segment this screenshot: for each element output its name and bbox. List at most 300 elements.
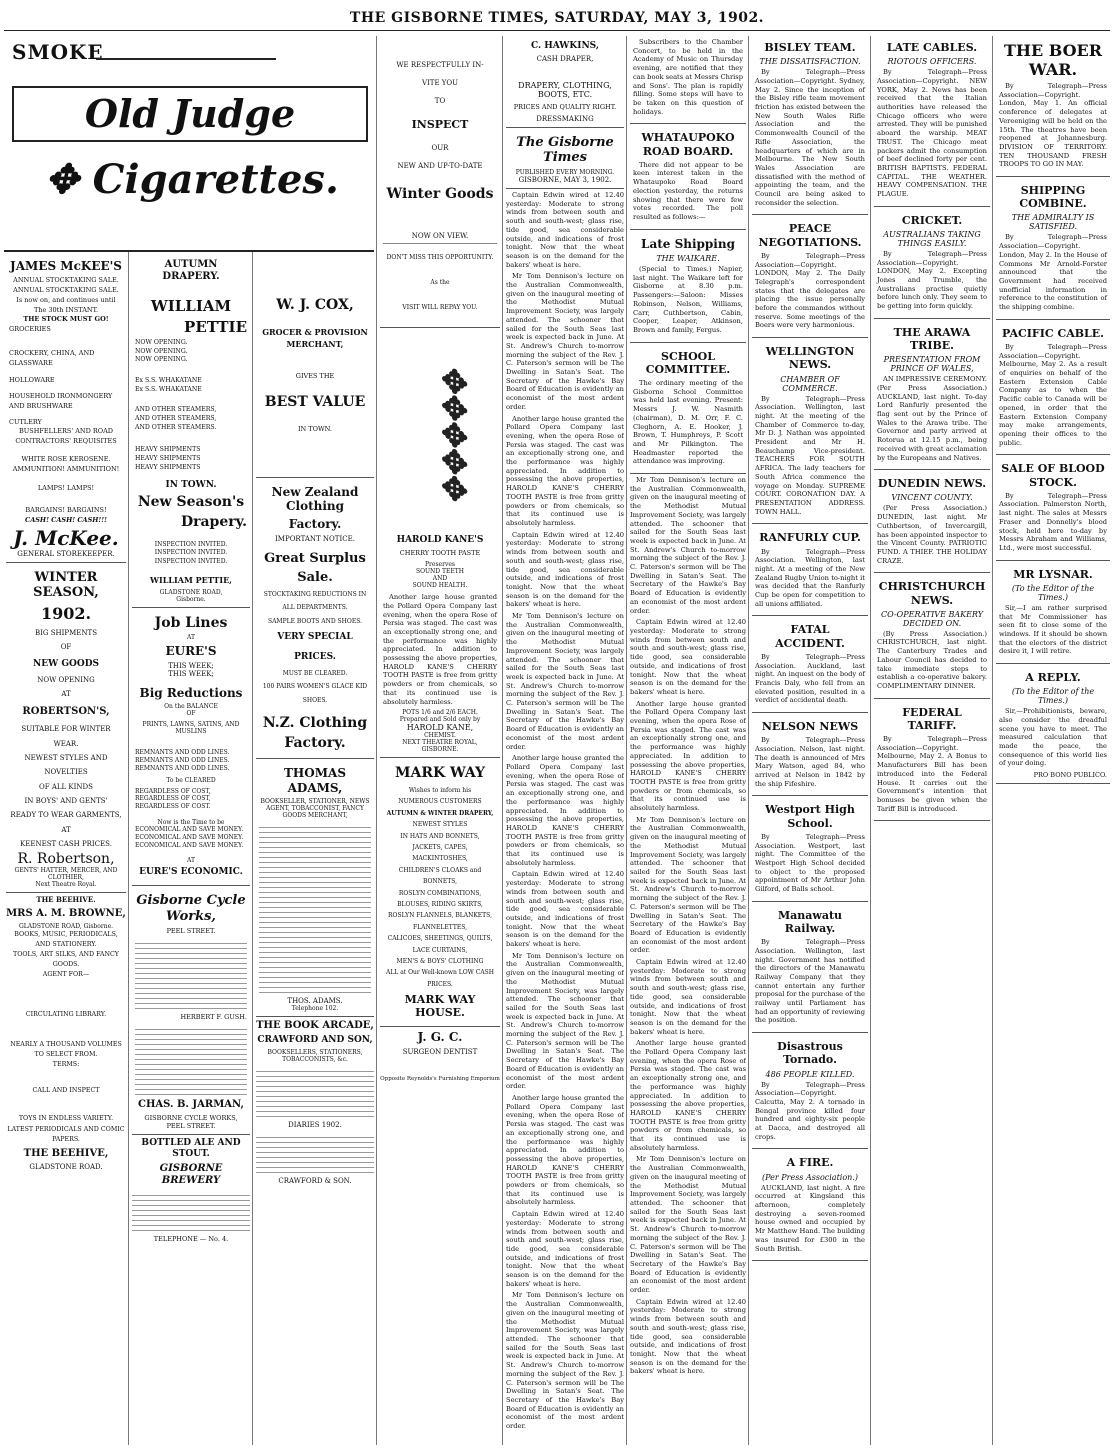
autumn-lines — [135, 339, 247, 472]
mckee-line: BUSHFELLERS' AND ROAD CONTRACTORS' REQUISITES — [15, 427, 117, 446]
bottled-text-block — [132, 1191, 250, 1231]
markway-foot: MARK WAY HOUSE. — [404, 993, 476, 1020]
news-subheading: CO-OPERATIVE BAKERY DECIDED ON. — [880, 609, 983, 628]
autumn-line: HEAVY SHIPMENTS — [135, 463, 201, 471]
winter-line: ROBERTSON'S, — [22, 705, 110, 717]
beehive-owner: MRS A. M. BROWNE, — [6, 907, 126, 919]
mckee-signature: J. McKee. — [13, 525, 119, 550]
kane-prep: Prepared and Sold only by — [399, 716, 481, 724]
beehive-line: TOYS IN ENDLESS VARIETY. — [18, 1115, 114, 1123]
kane-chem: CHEMIST. — [424, 732, 456, 740]
bisley-section — [752, 36, 868, 215]
c5-section-3 — [630, 345, 746, 474]
col-rule-8 — [992, 36, 993, 1445]
news-subheading: THE ADMIRALTY IS SATISFIED. — [1011, 213, 1095, 232]
filler-text: Captain Edwin wired at 12.40 yesterday: Moderate to strong winds from between south and south and south-west; glass rise, tide good, sea considerable outside, and indications of frost tonight. Now that the wheat season is on the demand for the bakers' wheat is here. — [630, 618, 746, 696]
cox-gives: GIVES THE — [295, 371, 335, 380]
jobs-now: Now is the Time to be — [157, 818, 225, 826]
news-text: By Telegraph—Press Association. Wellington, last night. At a meeting of the New Zealand Rugby Union to-night it was decided that the Ranfurly Cup be open for competition to all unions affiliated. — [755, 547, 865, 608]
jobs-balance: On the BALANCE — [164, 703, 218, 711]
book-arcade-ad — [256, 1020, 374, 1185]
news-text: By Telegraph—Press Association—Copyright. Melbourne, May 2. A Bonus to Manufacturers Bill has been introduced into the Federal House. It carries out the Government's intention that bonuses be given when the Tariff Bill is introduced. — [877, 735, 987, 813]
remnant-line: REMNANTS AND ODD LINES. — [135, 764, 230, 772]
filler-text: Mr Tom Dennison's lecture on the Australian Commonwealth, given on the inaugural meeting of the Methodist Mutual Improvement Society, was largely attended. The schooner that sailed for the South Seas last week is expected back in June. At St. Andrew's Church to-morrow morning the subject of the Rev. J. C. Paterson's sermon will be The Dwelling in Satan's Seat. The Secretary of the Hawke's Bay Board of Education is evidently an economist of the most ardent order. — [630, 815, 746, 955]
mark-way-ad — [380, 760, 500, 1027]
news-heading: FEDERAL TARIFF. — [902, 705, 962, 732]
cox-best: BEST VALUE — [264, 393, 366, 410]
adams-tel: Telephone 102. — [291, 1005, 339, 1013]
beehive-line: BOOKS, MUSIC, PERIODICALS, AND STATIONERY. — [14, 930, 118, 948]
nzc-line: 100 PAIRS WOMEN'S GLACE KID SHOES. — [262, 683, 368, 704]
hawkins-title: C. HAWKINS, — [531, 41, 599, 51]
markway-title: MARK WAY — [394, 765, 486, 782]
drapery-text: Drapery. — [180, 513, 247, 530]
markway-line: IN HATS AND BONNETS, — [400, 832, 480, 840]
jobs-at: AT — [186, 634, 195, 642]
kane-sub: CHERRY TOOTH PASTE — [399, 549, 481, 558]
now-on-view: NOW ON VIEW. — [411, 232, 469, 241]
late-cables-section — [874, 36, 990, 207]
remnant-lines — [135, 749, 247, 772]
markway-line: Wishes to inform his — [408, 787, 472, 795]
lysnar-section — [996, 563, 1110, 664]
editorial-text: Captain Edwin wired at 12.40 yesterday: Moderate to strong winds from between south and south and south-west; glass rise, tide good, sea considerable outside, and indications of frost tonight. Now that the wheat season is on the demand for the bakers' wheat is here. — [506, 190, 624, 269]
news-heading: PACIFIC CABLE. — [1002, 326, 1104, 340]
robertson-signature: R. Robertson, — [17, 851, 115, 868]
news-subheading: RIOTOUS OFFICERS. — [887, 57, 977, 67]
news-heading: SALE OF BLOOD STOCK. — [1001, 462, 1105, 489]
news-text: By Telegraph—Press Association—Copyright. Sydney, May 2. Since the inception of the Bisley rifle team movement friction has existed between the New South Wales Rifle Association and the Commonwealth Council of the Rifle Association, the headquarters of which are in Melbourne. The New South Wales Association are dissatisfied with the method of appointing the team, and the Council are being asked to reconsider the selection. — [755, 68, 865, 207]
dont-miss: DON'T MISS THIS OPPORTUNITY. — [386, 254, 494, 262]
winter-title: WINTER SEASON, — [33, 569, 99, 601]
filler-text: Another large house granted the Pollard Opera Company last evening, when the opera Rose of Persia was staged. The cast was an exceptionally strong one, and the performance was highly appreciated. In addition to possessing the above properties, HAROLD KANE'S CHERRY TOOTH PASTE is free from gritty powders or from chemicals, so that its continued use is absolutely harmless. — [630, 1039, 746, 1152]
invite-line: INSPECT — [411, 117, 469, 131]
kane-ad — [380, 330, 500, 758]
mckee-title: JAMES McKEE'S — [10, 259, 122, 273]
c6-filler — [630, 476, 746, 1376]
filler-text: Another large house granted the Pollard Opera Company last evening, when the opera Rose of Persia was staged. The cast was an exceptionally strong one, and the performance was highly appreciated. In addition to possessing the above properties, HAROLD KANE'S CHERRY TOOTH PASTE is free from gritty powders or from chemicals, so that its continued use is absolutely harmless. — [630, 699, 746, 813]
visit-repay: VISIT WILL REPAY YOU. — [402, 304, 478, 312]
smoke-text: SMOKE — [12, 40, 104, 64]
invite-line: TO — [434, 97, 446, 106]
autumn-line: NOW OPENING. — [135, 356, 188, 364]
blood-stock-section — [996, 457, 1110, 560]
news-text: (Per Press Association.) DUNEDIN, last night. Mr Cuthbertson, of Invercargill, has been appointed inspector to the Vincent County. PATRIOTIC FUND. A THIEF. THE HOLIDAY CRAZE. — [877, 504, 987, 565]
reply-section — [996, 666, 1110, 784]
editorial-text-6: Another large house granted the Pollard Opera Company last evening, when the opera Rose of Persia was staged. The cast was an exceptionally strong one, and the performance was highly appreciated. In addition to possessing the above properties, HAROLD KANE'S CHERRY TOOTH PASTE is free from gritty powders or from chemicals, so that its continued use is absolutely harmless. — [506, 754, 624, 867]
news-subheading: CHAMBER OF COMMERCE. — [780, 374, 840, 393]
cycle-works-ad — [132, 888, 250, 1135]
old-judge-frame — [12, 86, 368, 142]
news-heading: PEACE NEGOTIATIONS. — [758, 222, 862, 249]
brand-name: Old Judge — [84, 91, 296, 136]
winter-line: SUITABLE FOR WINTER WEAR. — [21, 725, 111, 748]
markway-line: ALL at Our Well-known LOW CASH PRICES. — [385, 969, 495, 988]
gush-sig: HERBERT F. GUSH. — [180, 1013, 247, 1022]
mckee-lines — [9, 276, 123, 525]
news-heading: THE BOER WAR. — [1003, 41, 1103, 79]
news-heading: A FIRE. — [786, 1156, 834, 1170]
kane-p4: SOUND HEALTH. — [412, 582, 468, 590]
news-heading: RANFURLY CUP. — [759, 531, 861, 545]
nzc-line: SAMPLE BOOTS AND SHOES. — [267, 617, 363, 625]
shipping-section — [996, 179, 1110, 320]
news-subheading: THE WAIKARE. — [656, 254, 720, 264]
news-text: By Telegraph—Press Association. Auckland, last night. An inquest on the body of Francis Daly, who fell from an elevated position, resulted in a verdict of accidental death. — [755, 652, 865, 705]
autumn-line: NOW OPENING. — [135, 347, 188, 355]
invite-line: NEW AND UP-TO-DATE — [397, 162, 483, 171]
brewery-name: GISBORNE BREWERY — [159, 1162, 223, 1186]
cycle-title: Gisborne Cycle Works, — [136, 893, 246, 924]
filler-text: Mr Tom Dennison's lecture on the Australian Commonwealth, given on the inaugural meeting of the Methodist Mutual Improvement Society, was largely attended. The schooner that sailed for the South Seas last week is expected back in June. At St. Andrew's Church to-morrow morning the subject of the Rev. J. C. Paterson's sermon will be The Dwelling in Satan's Seat. The Secretary of the Hawke's Bay Board of Education is evidently an economist of the most ardent order. — [630, 476, 746, 615]
markway-line: ROSLYN COMBINATIONS, — [398, 889, 482, 897]
cox-trade: GROCER & PROVISION — [262, 326, 368, 337]
autumn-line: NOW OPENING. — [135, 339, 188, 346]
arcade-title: THE BOOK ARCADE, — [256, 1020, 374, 1032]
job-lines-title: Job Lines — [154, 614, 228, 631]
news-heading: WHATAUPOKO ROAD BOARD. — [641, 131, 735, 158]
mckee-line: BARGAINS! BARGAINS! — [25, 506, 107, 515]
arcade-sub2: BOOKSELLERS, STATIONERS, TOBACCONISTS, &c. — [267, 1049, 363, 1064]
news-subheading: (Per Press Association.) — [762, 1172, 858, 1182]
news-heading: MR LYSNAR. — [1013, 567, 1093, 581]
cycle-sub: PEEL STREET. — [166, 927, 216, 936]
kane-price: POTS 1/6 and 2/6 EACH. — [402, 709, 478, 717]
remnant-line: REMNANTS AND ODD LINES. — [135, 749, 230, 757]
news-subheading: (To the Editor of the Times.) — [1011, 583, 1095, 602]
hawkins-line: DRAPERY, CLOTHING, — [518, 80, 612, 90]
kane-p3: AND — [432, 575, 448, 583]
westport-section — [752, 798, 868, 901]
markway-line: MACKINTOSHES, — [412, 855, 468, 863]
arcade-diaries: DIARIES 1902. — [288, 1121, 342, 1130]
pettie-first: WILLIAM — [150, 297, 232, 315]
product-name — [12, 156, 372, 203]
markway-line: BONNETS, — [422, 878, 458, 886]
regardless-line: REGARDLESS OF COST, — [135, 787, 211, 795]
beehive-footsub: GLADSTONE ROAD. — [29, 1162, 103, 1171]
jgc-sub: SURGEON DENTIST — [402, 1047, 478, 1056]
news-text: By Telegraph—Press Association. Wellington, last night. Government has notified the directors of the Manawatu Railway Company that they cannot entertain any further proposal for the purchase of the railway until Parliament has had an opportunity of reviewing the position. — [755, 938, 865, 1025]
filler-text: Captain Edwin wired at 12.40 yesterday: Moderate to strong winds from between south and south and south-west; glass rise, tide good, sea considerable outside, and indications of frost tonight. Now that the wheat season is on the demand for the bakers' wheat is here. — [630, 1297, 746, 1376]
beehive-lines — [6, 930, 126, 1145]
beehive-title: THE BEEHIVE. — [36, 895, 96, 905]
cox-name: W. J. COX, — [276, 297, 354, 313]
editorial-notes — [506, 191, 624, 1431]
news-text: AUCKLAND, last night. A fire occurred at Kingsland this afternoon, completely destroying a seven-roomed house owned and occupied by Mr Matthew Hand. The building was insured for £300 in the South British. — [755, 1183, 865, 1253]
news-heading: THE ARAWA TRIBE. — [893, 325, 971, 353]
mckee-line: THE STOCK MUST GO! — [23, 315, 109, 324]
winter-line: KEENEST CASH PRICES. — [20, 840, 112, 849]
adams-title: THOMAS ADAMS, — [284, 766, 346, 795]
news-text: Subscribers to the Chamber Concert, to be held in the Academy of Music on Thursday evening, are notified that they can book seats at Messrs Chrisp and Sons'. The plan is rapidly filling. Some steps will have to be taken on this question of holidays. — [633, 38, 743, 116]
markway-line: JACKETS, CAPES, — [412, 844, 468, 852]
nzc-line: STOCKTAKING REDUCTIONS IN ALL DEPARTMENTS. — [263, 591, 367, 612]
eures-economic: EURE'S ECONOMIC. — [139, 867, 243, 878]
nzc-sale: Sale. — [297, 569, 333, 585]
news-text: Sir,—I am rather surprised that Mr Commissioner has seen fit to close some of the windows. If it should be shown that the electors of the district desire it, I will retire. — [999, 603, 1107, 656]
beehive-line: CALL AND INSPECT — [32, 1087, 100, 1095]
beehive-ad — [6, 896, 126, 1170]
regardless-line: REGARDLESS OF COST, — [135, 795, 211, 803]
arcade-sub: CRAWFORD AND SON, — [257, 1035, 373, 1046]
markway-line: NEWEST STYLES — [412, 821, 468, 829]
paper-date: GISBORNE, MAY 3, 1902. — [518, 175, 612, 184]
markway-line: NUMEROUS CUSTOMERS — [398, 798, 482, 806]
autumn-line: HEAVY SHIPMENTS — [135, 446, 201, 454]
dunedin-section — [874, 472, 990, 573]
nelson-section — [752, 715, 868, 796]
editorial-text-10: Captain Edwin wired at 12.40 yesterday: Moderate to strong winds from between south and south and south-west; glass rise, tide good, sea considerable outside, and indications of frost tonight. Now that the wheat season is on the demand for the bakers' wheat is here. — [506, 1210, 624, 1288]
pacific-cable-section — [996, 322, 1110, 456]
news-text: (Special to Times.) Napier, last night. The Waikare left for Gisborne at 8.30 p.m. Passengers:—Saloon: Misses Robinson, Nelson, Williams, Carr, Cuthbertson, Cabin, Cooper, Leaper, Atkinson, Brown and family, Fergus. — [633, 265, 743, 334]
winter-line: NOW OPENING — [37, 676, 95, 685]
ad-rule — [4, 250, 374, 252]
cycle-text-block — [135, 939, 247, 1009]
editorial-text-9: Another large house granted the Pollard Opera Company last evening, when the opera Rose of Persia was staged. The cast was an exceptionally strong one, and the performance was highly appreciated. In addition to possessing the above properties, HAROLD KANE'S CHERRY TOOTH PASTE is free from gritty powders or from chemicals, so that its continued use is absolutely harmless. — [506, 1094, 624, 1207]
markway-line: MEN'S & BOYS' CLOTHING — [396, 957, 484, 965]
masthead-rule — [4, 30, 1110, 31]
column-8 — [874, 36, 990, 1445]
autumn-drapery-ad — [132, 254, 250, 608]
pettie-sig: WILLIAM PETTIE, — [150, 574, 232, 585]
filler-text: Mr Tom Dennison's lecture on the Australian Commonwealth, given on the inaugural meeting of the Methodist Mutual Improvement Society, was largely attended. The schooner that sailed for the South Seas last week is expected back in June. At St. Andrew's Church to-morrow morning the subject of the Rev. J. C. Paterson's sermon will be The Dwelling in Satan's Seat. The Secretary of the Hawke's Bay Board of Education is evidently an economist of the most ardent order. — [630, 1155, 746, 1295]
beehive-line: TOOLS, ART SILKS, AND FANCY GOODS. — [13, 950, 119, 968]
markway-line: ROSLYN FLANNELS, BLANKETS, — [388, 912, 492, 920]
paper-title: The Gisborne Times — [516, 134, 614, 166]
jgc-ad — [380, 1030, 500, 1081]
news-text: By Telegraph—Press Association. Nelson, last night. The death is announced of Mrs Mary Watson, aged 84, who arrived at Nelson in 1842 by the ship Fifeshire. — [755, 736, 865, 788]
pettie-addr: GLADSTONE ROAD, — [159, 588, 223, 596]
news-heading: CRICKET. — [901, 213, 963, 227]
inspection-lines — [135, 541, 247, 566]
column-1 — [6, 254, 126, 1445]
column-3 — [256, 254, 374, 1445]
winter-line: OF ALL KINDS — [39, 782, 93, 791]
c5-section-0 — [630, 36, 746, 124]
tariff-section — [874, 701, 990, 822]
news-subheading: (To the Editor of the Times.) — [1011, 687, 1095, 706]
beehive-addr: GLADSTONE ROAD, Gisborne. — [18, 922, 114, 930]
jobs-prints: PRINTS, LAWNS, SATINS, AND MUSLINS — [142, 721, 240, 736]
nzc-title2: Factory. — [288, 516, 342, 531]
christchurch-section — [874, 575, 990, 698]
jgc-addr: Opposite Reynolds's Furnishing Emporium — [380, 1075, 500, 1082]
regardless-line: REGARDLESS OF COST. — [135, 803, 211, 811]
mckee-line: CASH! CASH! CASH!!! — [25, 515, 107, 524]
eco-line: ECONOMICAL AND SAVE MONEY. — [135, 841, 244, 849]
hawkins-line: BOOTS, ETC. — [537, 89, 593, 99]
news-heading: CHRISTCHURCH NEWS. — [878, 580, 986, 607]
news-subheading: THE DISSATISFACTION. — [759, 57, 861, 67]
nzc-line: VERY SPECIAL PRICES. — [277, 631, 353, 662]
hawkins-sub: CASH DRAPER, — [536, 54, 594, 63]
col-rule-2 — [252, 252, 253, 1445]
winter-line: AT — [61, 690, 71, 699]
nzc-lines — [259, 588, 371, 707]
col-rule-3 — [376, 36, 377, 1445]
news-subheading: VINCENT COUNTY. — [891, 493, 973, 503]
editorial-text-11: Mr Tom Dennison's lecture on the Australian Commonwealth, given on the inaugural meeting of the Methodist Mutual Improvement Society, was largely attended. The schooner that sailed for the South Seas last week is expected back in June. At St. Andrew's Church to-morrow morning the subject of the Rev. J. C. Paterson's sermon will be The Dwelling in Satan's Seat. The Secretary of the Hawke's Bay Board of Education is evidently an economist of the most ardent order. — [506, 1291, 624, 1431]
news-heading: LATE CABLES. — [886, 41, 978, 54]
job-lines-ad — [132, 610, 250, 887]
markway-lines — [383, 785, 497, 990]
hawkins-line: DRESSMAKING — [536, 114, 594, 123]
col-rule-1 — [128, 252, 129, 1445]
boer-war-section — [996, 36, 1110, 177]
news-text: By Telegraph—Press Association—Copyright. London, May 1. An official conference of delegates at Vereeniging will be held on the 15th. The theatres have been reopened at Johannesburg. DIVISION OF TERRITORY. TEN THOUSAND FRESH TROOPS TO GO IN MAY. — [999, 82, 1107, 169]
beehive-line: NEARLY A THOUSAND VOLUMES TO SELECT FROM. — [10, 1041, 122, 1059]
mckee-line: Is now on, and continues until — [16, 295, 116, 304]
winter-goods: Winter Goods — [386, 185, 494, 202]
nz-clothing-ad — [256, 480, 374, 760]
beehive-foot: THE BEEHIVE, — [23, 1147, 109, 1159]
mckee-line: CUTLERY — [9, 417, 42, 426]
col-rule-6 — [748, 36, 749, 1445]
mckee-line: HOLLOWARE — [9, 376, 55, 385]
col-rule-4 — [502, 36, 503, 1445]
news-heading: Westport High School. — [765, 803, 855, 830]
winter-lines — [9, 626, 123, 851]
newspaper-page — [4, 4, 1110, 1445]
winter-line: READY TO WEAR GARMENTS, AT — [10, 811, 122, 834]
arawa-section — [874, 321, 990, 470]
invite-lines — [383, 56, 497, 176]
adams-ad — [256, 761, 374, 1017]
arcade-text-block — [256, 1067, 374, 1117]
column-7 — [752, 36, 868, 1445]
mckee-line: The 30th INSTANT. — [33, 305, 99, 314]
news-heading: DUNEDIN NEWS. — [877, 477, 987, 491]
eures-name: EURE'S — [165, 644, 217, 659]
news-text: By Telegraph—Press Association. Palmerston North, last night. The sales at Messrs Fraser and Donnelly's blood stock, held here to-day by Messrs Abraham and Williams, Ltd., were most successful. — [999, 491, 1107, 552]
col-rule-5 — [626, 36, 627, 1445]
pettie-town: Gisborne. — [176, 595, 206, 603]
big-reductions: Big Reductions — [139, 685, 243, 700]
column-6 — [630, 36, 746, 1445]
jobs-week2: THIS WEEK; — [168, 669, 214, 678]
invite-line: OUR — [431, 144, 449, 153]
news-heading: NELSON NEWS — [761, 720, 859, 734]
column-2 — [132, 254, 250, 1445]
editorial-text-5: Mr Tom Dennison's lecture on the Australian Commonwealth, given on the inaugural meeting of the Methodist Mutual Improvement Society, was largely attended. The schooner that sailed for the South Seas last week is expected back in June. At St. Andrew's Church to-morrow morning the subject of the Rev. J. C. Paterson's sermon will be The Dwelling in Satan's Seat. The Secretary of the Hawke's Bay Board of Education is evidently an economist of the most ardent order. — [506, 612, 624, 751]
manawatu-section — [752, 904, 868, 1033]
mckee-line: CROCKERY, CHINA, AND GLASSWARE — [9, 348, 95, 367]
news-heading: SHIPPING COMBINE. — [1019, 184, 1087, 211]
beehive-line: LATEST PERIODICALS AND COMIC PAPERS. — [7, 1125, 125, 1143]
cricket-section — [874, 209, 990, 319]
wellington-section — [752, 340, 868, 524]
markway-line: CALICOES, SHEETINGS, QUILTS, — [387, 935, 493, 943]
news-heading: Disastrous Tornado. — [777, 1040, 843, 1067]
news-text: AN IMPRESSIVE CEREMONY. (Per Press Association.) AUCKLAND, last night. To-day Lord Ranfurly presented the flag sent out by the Prince of Wales to the Arawa tribe. The Governor and party arrived at Rotorua at 12.15 p.m., being received with great acclamation by the Europeans and Natives. — [877, 375, 988, 462]
column-4 — [380, 36, 500, 1445]
tornado-section — [752, 1035, 868, 1149]
eco-line: ECONOMICAL AND SAVE MONEY. — [135, 833, 244, 841]
hawkins-line: PRICES AND QUALITY RIGHT. — [513, 102, 617, 111]
autumn-line: HEAVY SHIPMENTS — [135, 455, 201, 463]
jobs-of: OF — [186, 710, 196, 718]
masthead: THE GISBORNE TIMES, SATURDAY, MAY 3, 1902. — [349, 10, 765, 26]
smoke-rule — [96, 58, 276, 60]
beehive-line: CIRCULATING LIBRARY. — [25, 1011, 107, 1019]
nzc-foot2: Factory. — [284, 734, 346, 751]
adams-text-block — [259, 823, 371, 993]
jgc-title: J. G. C. — [417, 1030, 463, 1045]
regardless-lines — [135, 788, 247, 811]
arcade-text-block-2 — [256, 1133, 374, 1173]
new-season-text: New Season's — [137, 494, 245, 511]
arcade-foot: CRAWFORD & SON. — [278, 1177, 352, 1186]
robertson-addr: Next Theatre Royal. — [35, 881, 97, 889]
markway-line: LACE CURTAINS, — [412, 946, 468, 954]
autumn-of: IN TOWN. — [165, 480, 217, 491]
mckee-line: LAMPS! LAMPS! — [37, 484, 95, 493]
cox-town: IN TOWN. — [297, 424, 332, 433]
markway-line: BLOUSES, RIDING SKIRTS, — [397, 900, 483, 908]
news-subheading: PRESENTATION FROM PRINCE OF WALES, — [883, 355, 981, 374]
old-judge-ad — [4, 36, 374, 250]
winter-line: IN BOYS' AND GENTS' — [24, 797, 108, 806]
autumn-line: AND OTHER STEAMERS. — [135, 423, 217, 431]
news-text: By Telegraph—Press Association—Copyright. Calcutta, May 2. A tornado in Bengal province killed four hundred and eighty-six people at Dacca, and destroyed all crops. — [755, 1080, 865, 1141]
kane-p1: Preserves — [425, 561, 455, 569]
editorial-text-3: Another large house granted the Pollard Opera Company last evening, when the opera Rose of Persia was staged. The cast was an exceptionally strong one, and the performance was highly appreciated. In addition to possessing the above properties, HAROLD KANE'S CHERRY TOOTH PASTE is free from gritty powders or from chemicals, so that its continued use is absolutely harmless. — [506, 414, 624, 527]
autumn-line: Ex S.S. WHAKATANE — [135, 385, 202, 393]
ranfurly-section — [752, 526, 868, 616]
kane-addr: NEXT THEATRE ROYAL, GISBORNE. — [402, 739, 478, 754]
cox-ad — [256, 254, 374, 478]
winter-line: OF — [60, 643, 72, 652]
nzc-notice: IMPORTANT NOTICE. — [275, 534, 355, 543]
jobs-at2: AT — [186, 857, 195, 865]
autumn-line: AND OTHER STEAMERS, — [135, 415, 217, 423]
jobs-clear: To be CLEARED — [166, 776, 216, 784]
mckee-line: GROCERIES — [9, 325, 51, 334]
mckee-sigsub: GENERAL STOREKEEPER. — [17, 549, 115, 558]
hawkins-ad — [506, 36, 624, 128]
mckee-ad — [6, 254, 126, 563]
news-subheading: AUSTRALIANS TAKING THINGS EASILY. — [883, 229, 981, 248]
mckee-line: AMMUNITION! AMMUNITION! — [12, 464, 120, 473]
mckee-line: WHITE ROSE KEROSENE. — [21, 454, 111, 463]
jarman-addr2: PEEL STREET. — [166, 1122, 216, 1131]
autumn-title: AUTUMN DRAPERY. — [162, 259, 220, 282]
nzc-great: Great Surplus — [264, 550, 366, 566]
svg-text:✥✥✥✥✥: ✥✥✥✥✥ — [435, 365, 473, 500]
nzc-line: MUST BE CLEARED. — [282, 670, 348, 678]
invite-line: VITE YOU — [421, 79, 459, 88]
cox-trade2: MERCHANT, — [286, 339, 344, 350]
mckee-line: HOUSEHOLD IRONMONGERY AND BRUSHWARE — [9, 392, 113, 410]
winter-season-ad — [6, 565, 126, 894]
eco-line: ECONOMICAL AND SAVE MONEY. — [135, 825, 244, 833]
nzc-foot: N.Z. Clothing — [262, 714, 368, 731]
news-text: The ordinary meeting of the Gisborne School Committee was held last evening. Present: Messrs J. W. Nasmith (chairman), D. M. Orr, F. C. Cleghorn, A. E. Hooker, J. Brown, T. Humphreys, P. Scott and Mr Pilkington. The Headmaster reported the attendance was improving. — [633, 379, 743, 466]
news-subheading: 486 PEOPLE KILLED. — [765, 1069, 855, 1079]
bottled-ale-ad — [132, 1138, 250, 1243]
remnant-line: REMNANTS AND ODD LINES. — [135, 756, 230, 764]
paper-title-block — [506, 130, 624, 189]
news-text: By Telegraph—Press Association. Wellington, last night. At the meeting of the Chamber of Commerce to-day, Mr D. J. Nathan was appointed President and Mr H. Beauchamp Vice-president. TEACHERS FOR SOUTH AFRICA. The lady teachers for South Africa commence the voyage on Monday. SUPREME COURT. CORONATION DAY. A PRESENTATION ADDRESS. TOWN HALL. — [755, 394, 865, 516]
news-heading: SCHOOL COMMITTEE. — [645, 349, 731, 376]
col-rule-7 — [870, 36, 871, 1445]
news-text: (By Press Association.) CHRISTCHURCH, last night. The Canterbury Trades and Labour Council has decided to take immediate steps to establish a co-operative bakery. COMPLIMENTARY DINNER. — [877, 629, 987, 690]
news-text: By Telegraph—Press Association—Copyright. LONDON, May 2. Excepting Jones and Trumble, the Australians practise quietly before lunch only. They seem to be getting into form quickly. — [877, 249, 987, 311]
bottled-tel: TELEPHONE — No. 4. — [153, 1234, 229, 1243]
as-the: As the — [430, 279, 450, 287]
adams-sub: BOOKSELLER, STATIONER, NEWS AGENT, TOBACCONIST, FANCY GOODS MERCHANT, — [260, 798, 370, 820]
